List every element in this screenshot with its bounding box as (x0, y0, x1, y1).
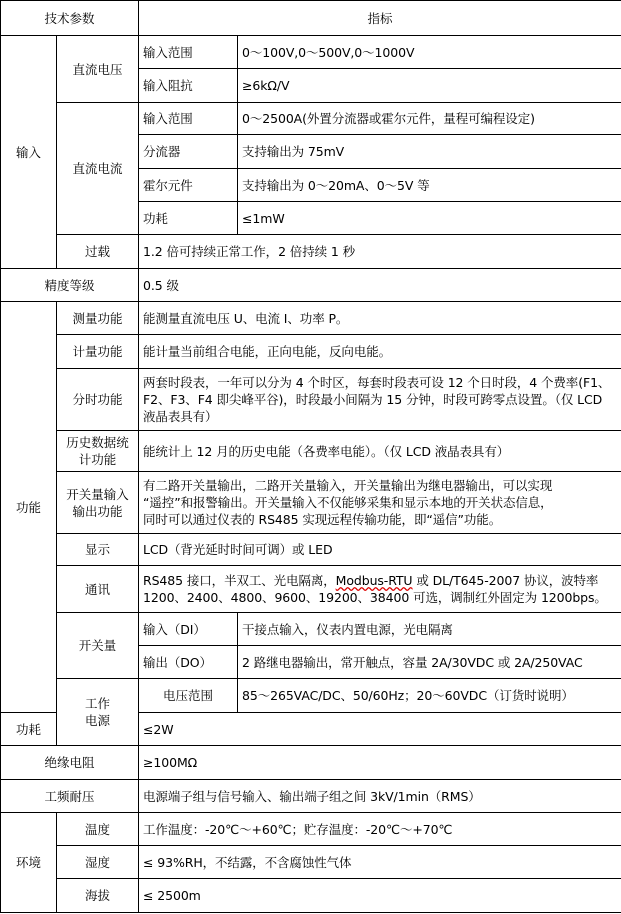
comm-label: 通讯 (57, 566, 139, 613)
insulation-label: 绝缘电阻 (1, 746, 139, 780)
table-row (1, 846, 621, 879)
display-label: 显示 (57, 534, 139, 566)
switch-io-label (57, 472, 139, 534)
di-value: 干接点输入，仪表内置电源，光电隔离 (238, 613, 621, 646)
switch-io-line3b: “遥信” (426, 512, 464, 527)
tou-value: 两套时段表，一年可以分为 4 个时区，每套时段表可设 12 个日时段，4 个费率(F1、F2、F3、F4 即尖峰平谷)，时段最小间隔为 15 分钟，时段可跨零点设置。（仅 LCD 液晶表具有） (139, 369, 621, 431)
environment-label: 环境 (1, 813, 57, 913)
meter-label: 计量功能 (57, 335, 139, 369)
switch-io-label-line1: 开关量输入 (66, 486, 129, 502)
do-value: 2 路继电器输出，常开触点，容量 2A/30VDC 或 2A/250VAC (238, 646, 621, 679)
table-row (1, 369, 621, 431)
dci-shunt-value: 支持输出为 75mV (238, 135, 621, 169)
dci-shunt-label: 分流器 (139, 135, 238, 169)
do-label: 输出（DO） (139, 646, 238, 679)
table-row (1, 302, 621, 335)
overload-value: 1.2 倍可持续正常工作，2 倍持续 1 秒 (139, 235, 621, 269)
header-param: 技术参数 (1, 1, 139, 36)
history-label-line2: 计功能 (78, 452, 117, 467)
dc-voltage-label: 直流电压 (57, 36, 139, 103)
switch-io-line3c: 功能。 (463, 512, 502, 527)
switch-io-value (139, 472, 621, 534)
input-group-label: 输入 (1, 36, 57, 269)
ps-power-label: 功耗 (1, 713, 57, 746)
temp-label: 温度 (57, 813, 139, 846)
table-row (1, 566, 621, 613)
dcv-range-label: 输入范围 (139, 36, 238, 69)
switch-io-label-line2: 输出功能 (72, 503, 123, 519)
power-supply-label-line2: 电源 (85, 713, 111, 728)
power-supply-label (57, 679, 139, 746)
comm-line1c: 或 DL/T645-2007 协议，波特率 (412, 573, 599, 588)
withstand-value: 电源端子组与信号输入、输出端子组之间 3kV/1min（RMS） (139, 780, 621, 813)
comm-line1a: RS485 接口，半双工、光电隔离， (143, 573, 336, 588)
table-row (1, 431, 621, 472)
switch-io-line3a: 同时可以通过仪表的 RS485 实现远程传输功能，即 (143, 512, 427, 527)
table-row (1, 103, 621, 135)
dc-current-label: 直流电流 (57, 103, 139, 235)
history-label-line1: 历史数据统 (66, 435, 129, 450)
withstand-label: 工频耐压 (1, 780, 139, 813)
measure-label: 测量功能 (57, 302, 139, 335)
power-supply-label-line1: 工作 (85, 696, 111, 711)
comm-line1b: Modbus-RTU (335, 573, 413, 588)
measure-value: 能测量直流电压 U、电流 I、功率 P。 (139, 302, 621, 335)
history-value: 能统计上 12 月的历史电能（各费率电能）。（仅 LCD 液晶表具有） (139, 431, 621, 472)
meter-value: 能计量当前组合电能，正向电能，反向电能。 (139, 335, 621, 369)
switch-io-line1: 有二路开关量输出，二路开关量输入，开关量输出为继电器输出，可以实现 (143, 478, 553, 493)
di-label: 输入（DI） (139, 613, 238, 646)
history-label (57, 431, 139, 472)
voltage-range-label: 电压范围 (139, 679, 238, 713)
dcv-range-value: 0～100V,0～500V,0～1000V (238, 36, 621, 69)
comm-value (139, 566, 621, 613)
dci-range-label: 输入范围 (139, 103, 238, 135)
accuracy-label: 精度等级 (1, 269, 139, 302)
altitude-value: ≤ 2500m (139, 879, 621, 913)
voltage-range-value: 85～265VAC/DC、50/60Hz；20～60VDC（订货时说明） (238, 679, 621, 713)
table-row (1, 534, 621, 566)
dcv-impedance-value: ≥6kΩ/V (238, 69, 621, 103)
dci-power-value: ≤1mW (238, 202, 621, 235)
dci-hall-label: 霍尔元件 (139, 169, 238, 202)
switch-label: 开关量 (57, 613, 139, 679)
dcv-impedance-label: 输入阻抗 (139, 69, 238, 103)
insulation-value: ≥100MΩ (139, 746, 621, 780)
table-row (1, 613, 621, 646)
table-row (1, 746, 621, 780)
table-row (1, 780, 621, 813)
table-row (1, 269, 621, 302)
overload-label: 过载 (57, 235, 139, 269)
tou-label: 分时功能 (57, 369, 139, 431)
table-header-row (1, 1, 621, 36)
ps-power-value: ≤2W (139, 713, 621, 746)
accuracy-value: 0.5 级 (139, 269, 621, 302)
table-row (1, 679, 621, 713)
dci-range-value: 0～2500A(外置分流器或霍尔元件，量程可编程设定) (238, 103, 621, 135)
header-spec: 指标 (139, 1, 621, 36)
function-group-label: 功能 (1, 302, 57, 713)
humidity-value: ≤ 93%RH，不结露，不含腐蚀性气体 (139, 846, 621, 879)
table-row (1, 472, 621, 534)
table-row (1, 36, 621, 69)
table-row (1, 813, 621, 846)
comm-line2: 1200、2400、4800、9600、19200、38400 可选，调制红外固定为 1200bps。 (143, 590, 607, 605)
table-row (1, 335, 621, 369)
table-row (1, 879, 621, 913)
humidity-label: 湿度 (57, 846, 139, 879)
temp-value: 工作温度：-20℃～+60℃；贮存温度：-20℃～+70℃ (139, 813, 621, 846)
dci-power-label: 功耗 (139, 202, 238, 235)
table-row (1, 235, 621, 269)
display-value: LCD（背光延时时间可调）或 LED (139, 534, 621, 566)
dci-hall-value: 支持输出为 0～20mA、0～5V 等 (238, 169, 621, 202)
switch-io-line2: “遥控”和报警输出。开关量输入不仅能够采集和显示本地的开关状态信息， (143, 495, 553, 510)
altitude-label: 海拔 (57, 879, 139, 913)
